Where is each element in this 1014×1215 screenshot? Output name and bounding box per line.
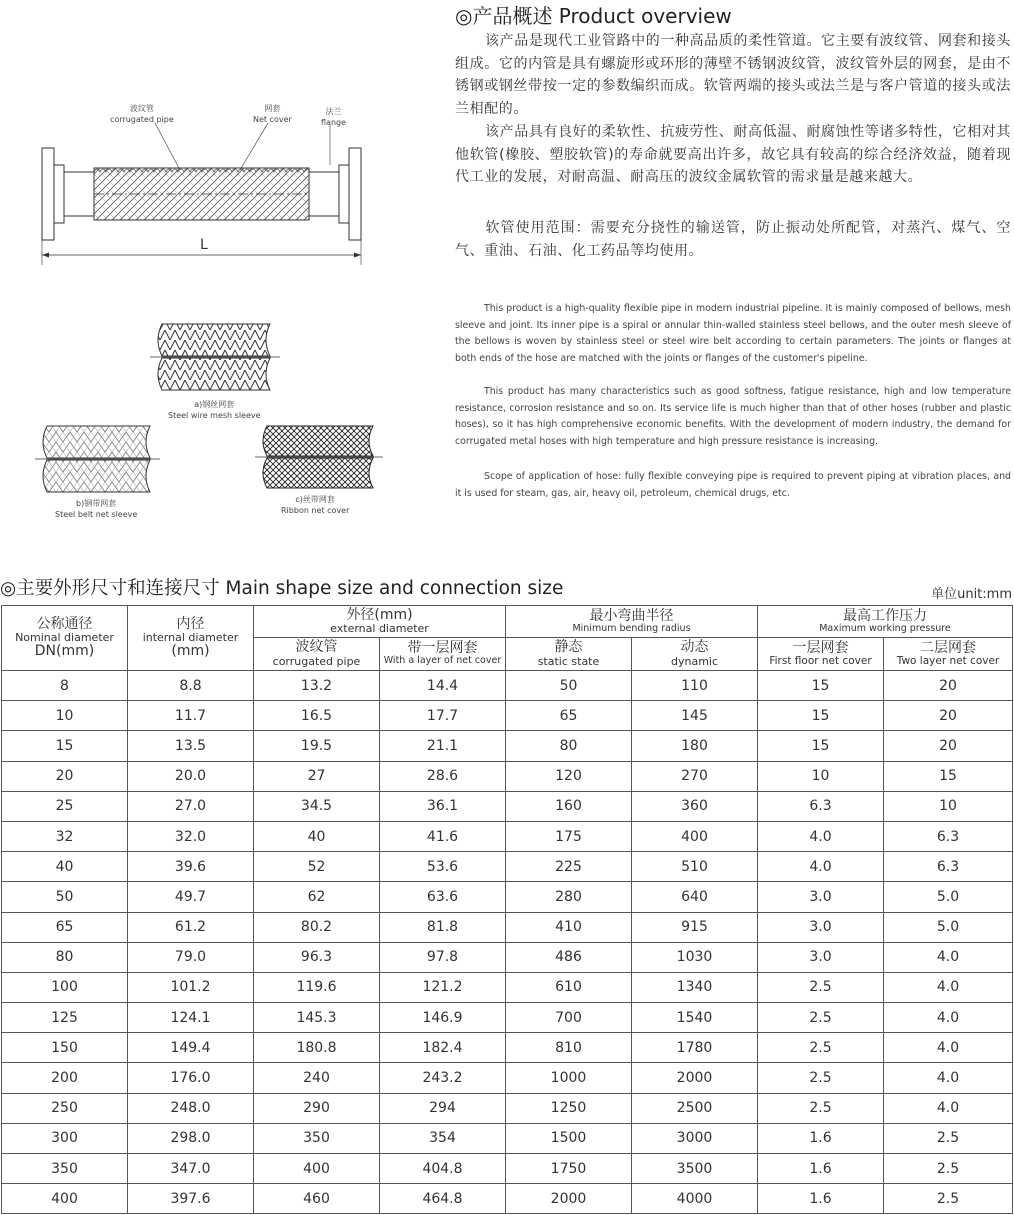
table-cell: 1.6: [758, 1184, 884, 1214]
table-cell: 10: [884, 791, 1013, 821]
table-cell: 4.0: [884, 1063, 1013, 1093]
overview-en-text-3: Scope of application of hose: fully flexible conveying pipe is required to prevent piping at vibration places, and it is used for steam, gas, air, heavy oil, petroleum, chemical drugs, etc.: [455, 471, 1011, 499]
table-cell: 120: [506, 761, 632, 791]
table-cell: 1750: [506, 1154, 632, 1184]
header-internal-diameter-unit: (mm): [171, 643, 210, 660]
table-cell: 2.5: [758, 1033, 884, 1063]
table-cell: 4.0: [884, 1093, 1013, 1123]
spec-section-title: ◎主要外形尺寸和连接尺寸 Main shape size and connection size: [0, 578, 564, 599]
header-working-pressure-en: Maximum working pressure: [819, 622, 951, 634]
table-cell: 5.0: [884, 912, 1013, 942]
table-cell: 39.6: [128, 852, 254, 882]
table-cell: 52: [254, 852, 380, 882]
table-cell: 27: [254, 761, 380, 791]
net-cover-label: [253, 103, 292, 125]
table-cell: 915: [632, 912, 758, 942]
overview-zh-text-1: 该产品是现代工业管路中的一种高品质的柔性管道。它主要有波纹管、网套和接头组成。它的内管是具有螺旋形或环形的薄壁不锈钢波纹管，波纹管外层的网套，是由不锈钢或钢丝带按一定的参数编织而成。软管两端的接头或法兰是与客户管道的接头或法兰相配的。: [455, 33, 1011, 117]
table-cell: 4.0: [884, 1003, 1013, 1033]
table-cell: 410: [506, 912, 632, 942]
overview-zh-text-3: 软管使用范围：需要充分挠性的输送管，防止振动处所配管，对蒸汽、煤气、空气、重油、石油、化工药品等均使用。: [455, 220, 1011, 259]
header-corrugated-pipe-en: corrugated pipe: [272, 654, 361, 668]
header-internal-diameter: [128, 606, 254, 671]
table-cell: 65: [2, 912, 128, 942]
header-net-cover-en: With a layer of net cover: [383, 655, 502, 667]
overview-en-paragraph-1: [455, 301, 1011, 367]
table-cell: 15: [884, 761, 1013, 791]
table-cell: 2000: [632, 1063, 758, 1093]
table-cell: 15: [2, 731, 128, 761]
table-cell: 3.0: [758, 942, 884, 972]
table-row: [2, 1123, 1013, 1153]
table-cell: 63.6: [380, 882, 506, 912]
table-cell: 100: [2, 972, 128, 1002]
table-cell: 80.2: [254, 912, 380, 942]
table-row: [2, 791, 1013, 821]
corrugated-pipe-label-en: corrugated pipe: [110, 115, 174, 124]
overview-en-text-2: This product has many characteristics such as good softness, fatigue resistance, high and low temperature resistance, corrosion resistance and so on. Its service life is much higher than that of other hoses (rubber and plastic hoses), so it has high comprehensive economic benefits. With the development of modern industry, the demand for corrugated metal hoses with high temperature and high pressure resistance is increasing.: [455, 386, 1011, 447]
overview-zh-text-2: 该产品具有良好的柔软性、抗疲劳性、耐高低温、耐腐蚀性等诸多特性，它相对其他软管(橡胶、塑胶软管)的寿命就要高出许多，故它具有较高的综合经济效益，随着现代工业的发展，对耐高温、耐高压的波纹金属软管的需求量是越来越大。: [455, 124, 1011, 185]
header-corrugated-pipe: [254, 638, 380, 671]
table-cell: 4.0: [884, 1033, 1013, 1063]
table-cell: 4.0: [758, 821, 884, 851]
table-cell: 1.6: [758, 1123, 884, 1153]
header-bending-radius-zh: 最小弯曲半径: [589, 607, 674, 624]
table-cell: 49.7: [128, 882, 254, 912]
table-cell: 400: [254, 1154, 380, 1184]
table-cell: 810: [506, 1033, 632, 1063]
table-cell: 81.8: [380, 912, 506, 942]
header-working-pressure-zh: 最高工作压力: [843, 607, 927, 624]
table-cell: 1340: [632, 972, 758, 1002]
table-row: [2, 701, 1013, 731]
table-row: [2, 912, 1013, 942]
table-cell: 2.5: [884, 1184, 1013, 1214]
header-dynamic-zh: 动态: [680, 639, 709, 656]
table-cell: 1780: [632, 1033, 758, 1063]
table-cell: 4.0: [884, 972, 1013, 1002]
table-cell: 464.8: [380, 1184, 506, 1214]
table-cell: 149.4: [128, 1033, 254, 1063]
table-cell: 40: [254, 821, 380, 851]
table-cell: 6.3: [884, 852, 1013, 882]
table-cell: 700: [506, 1003, 632, 1033]
steel-wire-mesh-label-zh: a)钢丝网套: [194, 400, 235, 409]
table-cell: 80: [506, 731, 632, 761]
table-cell: 10: [758, 761, 884, 791]
table-row: [2, 821, 1013, 851]
table-cell: 225: [506, 852, 632, 882]
table-cell: 610: [506, 972, 632, 1002]
table-cell: 15: [758, 701, 884, 731]
steel-belt-net-label-zh: b)钢带网套: [76, 499, 117, 508]
table-cell: 25: [2, 791, 128, 821]
corrugated-pipe-label: [110, 103, 174, 125]
steel-wire-mesh-sleeve-icon: [150, 320, 280, 396]
table-cell: 400: [2, 1184, 128, 1214]
table-cell: 2500: [632, 1093, 758, 1123]
table-cell: 79.0: [128, 942, 254, 972]
table-cell: 34.5: [254, 791, 380, 821]
table-cell: 460: [254, 1184, 380, 1214]
table-cell: 145.3: [254, 1003, 380, 1033]
table-cell: 32: [2, 821, 128, 851]
table-cell: 2.5: [884, 1154, 1013, 1184]
header-external-diameter: [254, 606, 506, 638]
table-cell: 20.0: [128, 761, 254, 791]
table-cell: 19.5: [254, 731, 380, 761]
table-row: [2, 731, 1013, 761]
table-cell: 1250: [506, 1093, 632, 1123]
table-cell: 1500: [506, 1123, 632, 1153]
table-cell: 397.6: [128, 1184, 254, 1214]
table-cell: 40: [2, 852, 128, 882]
header-dynamic: [632, 638, 758, 671]
header-two-layer-net-cover-en: Two layer net cover: [896, 654, 1000, 667]
header-nominal-diameter-en: Nominal diameter: [15, 630, 114, 644]
table-cell: 16.5: [254, 701, 380, 731]
overview-en-text-1: This product is a high-quality flexible pipe in modern industrial pipeline. It is mainly composed of bellows, mesh sleeve and joint. Its inner pipe is a spiral or annular thin-walled stainless steel bellows, and the outer mesh sleeve of the bellows is woven by stainless steel or steel wire belt according to certain parameters. The joints or flanges at both ends of the hose are matched with the joints or flanges of the customer's pipeline.: [455, 303, 1011, 364]
ribbon-net-label-zh: c)丝带网套: [295, 495, 335, 504]
table-cell: 300: [2, 1123, 128, 1153]
table-cell: 21.1: [380, 731, 506, 761]
table-cell: 404.8: [380, 1154, 506, 1184]
header-working-pressure: [758, 606, 1013, 638]
table-cell: 6.3: [884, 821, 1013, 851]
header-internal-diameter-en: internal diameter: [142, 630, 239, 644]
header-two-layer-net-cover: [884, 638, 1013, 671]
table-cell: 101.2: [128, 972, 254, 1002]
table-cell: 8.8: [128, 671, 254, 701]
table-cell: 62: [254, 882, 380, 912]
table-cell: 53.6: [380, 852, 506, 882]
table-cell: 36.1: [380, 791, 506, 821]
header-nominal-diameter-zh: 公称通径: [36, 615, 93, 632]
header-net-cover: [380, 638, 506, 671]
table-cell: 27.0: [128, 791, 254, 821]
table-cell: 96.3: [254, 942, 380, 972]
table-cell: 354: [380, 1123, 506, 1153]
header-static: [506, 638, 632, 671]
table-cell: 65: [506, 701, 632, 731]
ribbon-net-label-en: Ribbon net cover: [281, 506, 350, 515]
table-cell: 180: [632, 731, 758, 761]
table-row: [2, 972, 1013, 1002]
table-cell: 294: [380, 1093, 506, 1123]
table-cell: 32.0: [128, 821, 254, 851]
overview-title: ◎产品概述 Product overview: [455, 4, 732, 28]
header-two-layer-net-cover-zh: 二层网套: [920, 639, 976, 656]
table-cell: 8: [2, 671, 128, 701]
table-cell: 176.0: [128, 1063, 254, 1093]
table-row: [2, 1033, 1013, 1063]
table-cell: 146.9: [380, 1003, 506, 1033]
table-cell: 28.6: [380, 761, 506, 791]
steel-belt-net-label-en: Steel belt net sleeve: [55, 510, 138, 519]
table-cell: 121.2: [380, 972, 506, 1002]
table-cell: 110: [632, 671, 758, 701]
table-cell: 1000: [506, 1063, 632, 1093]
header-external-diameter-zh: 外径(mm): [346, 606, 413, 623]
table-cell: 41.6: [380, 821, 506, 851]
table-cell: 1.6: [758, 1154, 884, 1184]
table-cell: 97.8: [380, 942, 506, 972]
header-first-net-cover-en: First floor net cover: [769, 654, 872, 667]
table-cell: 3.0: [758, 912, 884, 942]
table-cell: 15: [758, 671, 884, 701]
table-cell: 125: [2, 1003, 128, 1033]
spec-table: [1, 605, 1013, 1214]
table-row: [2, 671, 1013, 701]
table-row: [2, 1003, 1013, 1033]
table-cell: 119.6: [254, 972, 380, 1002]
table-row: [2, 1154, 1013, 1184]
table-cell: 240: [254, 1063, 380, 1093]
net-cover-label-zh: 网套: [264, 104, 281, 113]
table-cell: 1540: [632, 1003, 758, 1033]
table-cell: 13.5: [128, 731, 254, 761]
spec-table-body: [2, 671, 1013, 1214]
table-row: [2, 1184, 1013, 1214]
header-static-en: static state: [537, 654, 600, 668]
table-cell: 15: [758, 731, 884, 761]
table-row: [2, 761, 1013, 791]
table-row: [2, 942, 1013, 972]
ribbon-net-cover-icon: [255, 422, 383, 494]
steel-belt-net-sleeve-icon: [35, 422, 160, 498]
table-cell: 243.2: [380, 1063, 506, 1093]
table-cell: 298.0: [128, 1123, 254, 1153]
table-cell: 4.0: [884, 942, 1013, 972]
table-cell: 2.5: [884, 1123, 1013, 1153]
overview-en-paragraph-3: [455, 469, 1011, 502]
table-cell: 347.0: [128, 1154, 254, 1184]
table-cell: 2000: [506, 1184, 632, 1214]
header-bending-radius: [506, 606, 758, 638]
overview-zh-paragraph-3: [455, 217, 1011, 262]
table-cell: 20: [884, 671, 1013, 701]
table-cell: 2.5: [758, 1063, 884, 1093]
table-cell: 160: [506, 791, 632, 821]
table-cell: 17.7: [380, 701, 506, 731]
overview-en-paragraph-2: [455, 384, 1011, 450]
flange-label-zh: 法兰: [325, 107, 342, 116]
table-cell: 4000: [632, 1184, 758, 1214]
table-cell: 175: [506, 821, 632, 851]
table-cell: 182.4: [380, 1033, 506, 1063]
header-internal-diameter-zh: 内径: [176, 615, 205, 632]
table-cell: 5.0: [884, 882, 1013, 912]
table-cell: 270: [632, 761, 758, 791]
table-cell: 124.1: [128, 1003, 254, 1033]
flange-label-en: flange: [321, 118, 347, 127]
table-cell: 50: [2, 882, 128, 912]
overview-zh-paragraph-2: [455, 121, 1011, 189]
table-cell: 11.7: [128, 701, 254, 731]
table-cell: 200: [2, 1063, 128, 1093]
table-cell: 2.5: [758, 972, 884, 1002]
header-dynamic-en: dynamic: [670, 654, 719, 668]
table-cell: 145: [632, 701, 758, 731]
header-nominal-diameter: [2, 606, 128, 671]
steel-wire-mesh-label-en: Steel wire mesh sleeve: [168, 411, 261, 420]
table-row: [2, 1093, 1013, 1123]
table-cell: 180.8: [254, 1033, 380, 1063]
table-cell: 248.0: [128, 1093, 254, 1123]
header-corrugated-pipe-zh: 波纹管: [295, 639, 338, 656]
header-static-zh: 静态: [554, 639, 583, 656]
table-cell: 486: [506, 942, 632, 972]
header-bending-radius-en: Minimum bending radius: [572, 622, 691, 634]
table-cell: 280: [506, 882, 632, 912]
table-cell: 640: [632, 882, 758, 912]
ribbon-net-label: [281, 494, 349, 516]
table-cell: 10: [2, 701, 128, 731]
flange-label: [321, 106, 346, 128]
table-row: [2, 852, 1013, 882]
table-row: [2, 882, 1013, 912]
header-external-diameter-en: external diameter: [330, 622, 429, 636]
table-cell: 20: [884, 701, 1013, 731]
table-cell: 150: [2, 1033, 128, 1063]
table-cell: 6.3: [758, 791, 884, 821]
table-cell: 350: [254, 1123, 380, 1153]
table-cell: 20: [884, 731, 1013, 761]
corrugated-pipe-label-zh: 波纹管: [129, 104, 154, 113]
table-cell: 80: [2, 942, 128, 972]
table-cell: 510: [632, 852, 758, 882]
table-cell: 4.0: [758, 852, 884, 882]
header-nominal-diameter-unit: DN(mm): [34, 643, 95, 660]
table-cell: 400: [632, 821, 758, 851]
table-cell: 250: [2, 1093, 128, 1123]
unit-label: 单位unit:mm: [931, 587, 1012, 602]
table-cell: 360: [632, 791, 758, 821]
table-cell: 3000: [632, 1123, 758, 1153]
steel-belt-net-label: [55, 498, 137, 520]
length-dimension-label: L: [200, 237, 208, 253]
table-cell: 20: [2, 761, 128, 791]
overview-zh-paragraph-1: [455, 30, 1011, 120]
table-cell: 14.4: [380, 671, 506, 701]
table-cell: 290: [254, 1093, 380, 1123]
table-cell: 61.2: [128, 912, 254, 942]
header-first-net-cover: [758, 638, 884, 671]
header-first-net-cover-zh: 一层网套: [792, 639, 849, 656]
header-net-cover-zh: 带一层网套: [407, 640, 478, 657]
net-cover-label-en: Net cover: [253, 115, 292, 124]
table-cell: 50: [506, 671, 632, 701]
table-row: [2, 1063, 1013, 1093]
steel-wire-mesh-label: [168, 399, 261, 421]
table-cell: 3.0: [758, 882, 884, 912]
table-cell: 13.2: [254, 671, 380, 701]
table-cell: 2.5: [758, 1003, 884, 1033]
table-cell: 1030: [632, 942, 758, 972]
table-cell: 2.5: [758, 1093, 884, 1123]
table-cell: 3500: [632, 1154, 758, 1184]
table-cell: 350: [2, 1154, 128, 1184]
